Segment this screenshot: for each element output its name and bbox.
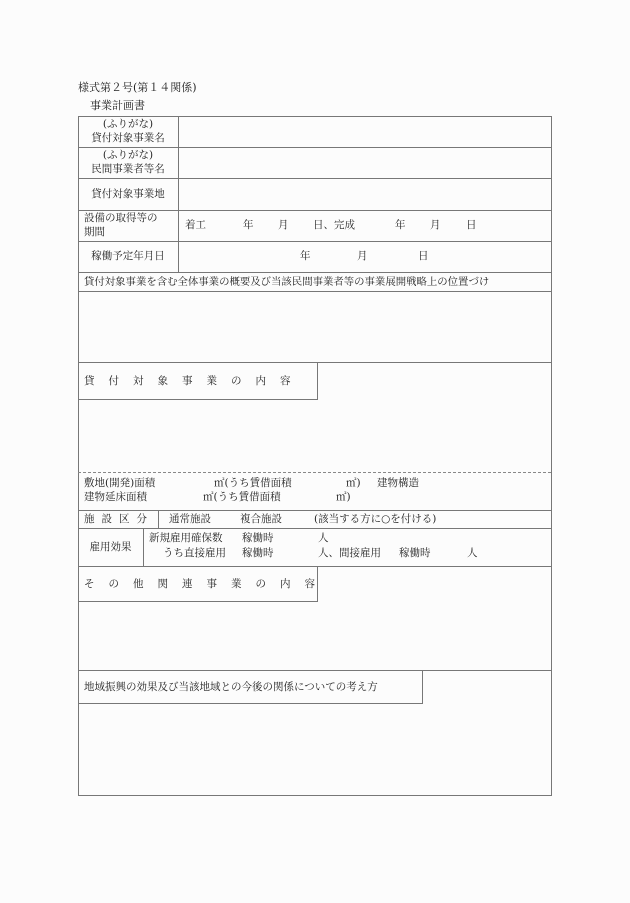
facility-option-complex[interactable]: 複合施設 bbox=[240, 513, 282, 525]
complete-month-label: 月 bbox=[430, 219, 441, 231]
new-employment-label: 新規雇用確保数 bbox=[149, 532, 223, 544]
loan-project-name-label: 貸付対象事業名 bbox=[91, 132, 165, 144]
operator-name-label: 民間事業者等名 bbox=[91, 163, 165, 175]
regional-effect-field[interactable] bbox=[80, 706, 549, 792]
overview-label: 貸付対象事業を含む全体事業の概要及び当該民間事業者等の事業展開戦略上の位置づけ bbox=[84, 276, 490, 288]
direct-employment-label: うち直接雇用 bbox=[163, 547, 226, 559]
operation-time-label: 稼働時 bbox=[399, 547, 431, 559]
start-day-complete-label: 日、完成 bbox=[313, 219, 355, 231]
form-number: 様式第２号(第１４関係) bbox=[78, 81, 197, 94]
furigana-label: (ふりがな) bbox=[102, 149, 154, 161]
floor-area-unit: ㎡) bbox=[336, 491, 351, 503]
project-content-field[interactable] bbox=[80, 402, 549, 471]
indirect-employment-label: 人、間接雇用 bbox=[318, 547, 381, 559]
building-structure-label: 建物構造 bbox=[377, 477, 419, 489]
facility-type-note: (該当する方に○を付ける) bbox=[314, 513, 437, 525]
acquisition-period-label-1: 設備の取得等の bbox=[84, 212, 158, 224]
complete-year-label: 年 bbox=[395, 219, 406, 231]
complete-day-label: 日 bbox=[466, 219, 477, 231]
project-content-label: 貸付対象事業の内容 bbox=[84, 375, 305, 387]
page-title: 事業計画書 bbox=[90, 99, 145, 112]
location-label: 貸付対象事業地 bbox=[91, 188, 165, 200]
related-projects-field[interactable] bbox=[80, 604, 549, 669]
site-area-label: 敷地(開発)面積 bbox=[84, 477, 156, 489]
regional-effect-label: 地域振興の効果及び当該地域との今後の関係についての考え方 bbox=[84, 681, 378, 693]
start-label: 着工 bbox=[185, 219, 206, 231]
site-area-lease-label: ㎡(うち賃借面積 bbox=[214, 477, 292, 489]
persons-unit: 人 bbox=[467, 547, 478, 559]
start-month-label: 月 bbox=[278, 219, 289, 231]
floor-area-label: 建物延床面積 bbox=[84, 491, 147, 503]
floor-area-lease-label: ㎡(うち賃借面積 bbox=[203, 491, 281, 503]
operation-month-label: 月 bbox=[357, 250, 368, 262]
location-field[interactable] bbox=[180, 180, 548, 209]
operator-name-field[interactable] bbox=[180, 149, 548, 177]
furigana-label: (ふりがな) bbox=[102, 118, 154, 130]
facility-option-normal[interactable]: 通常施設 bbox=[169, 513, 211, 525]
site-area-unit: ㎡) bbox=[346, 477, 361, 489]
acquisition-period-label-2: 期間 bbox=[84, 226, 105, 238]
loan-project-name-field[interactable] bbox=[180, 118, 548, 146]
employment-label: 雇用効果 bbox=[89, 541, 132, 553]
operation-time-label: 稼働時 bbox=[242, 547, 274, 559]
operation-day-label: 日 bbox=[418, 250, 429, 262]
facility-type-label: 施設区分 bbox=[84, 513, 154, 525]
related-projects-label: その他関連事業の内容 bbox=[84, 578, 329, 590]
start-year-label: 年 bbox=[243, 219, 254, 231]
operation-year-label: 年 bbox=[300, 250, 311, 262]
persons-unit: 人 bbox=[318, 532, 329, 544]
operation-time-label: 稼働時 bbox=[242, 532, 274, 544]
overview-field[interactable] bbox=[80, 293, 549, 361]
operation-date-label: 稼働予定年月日 bbox=[91, 250, 165, 262]
